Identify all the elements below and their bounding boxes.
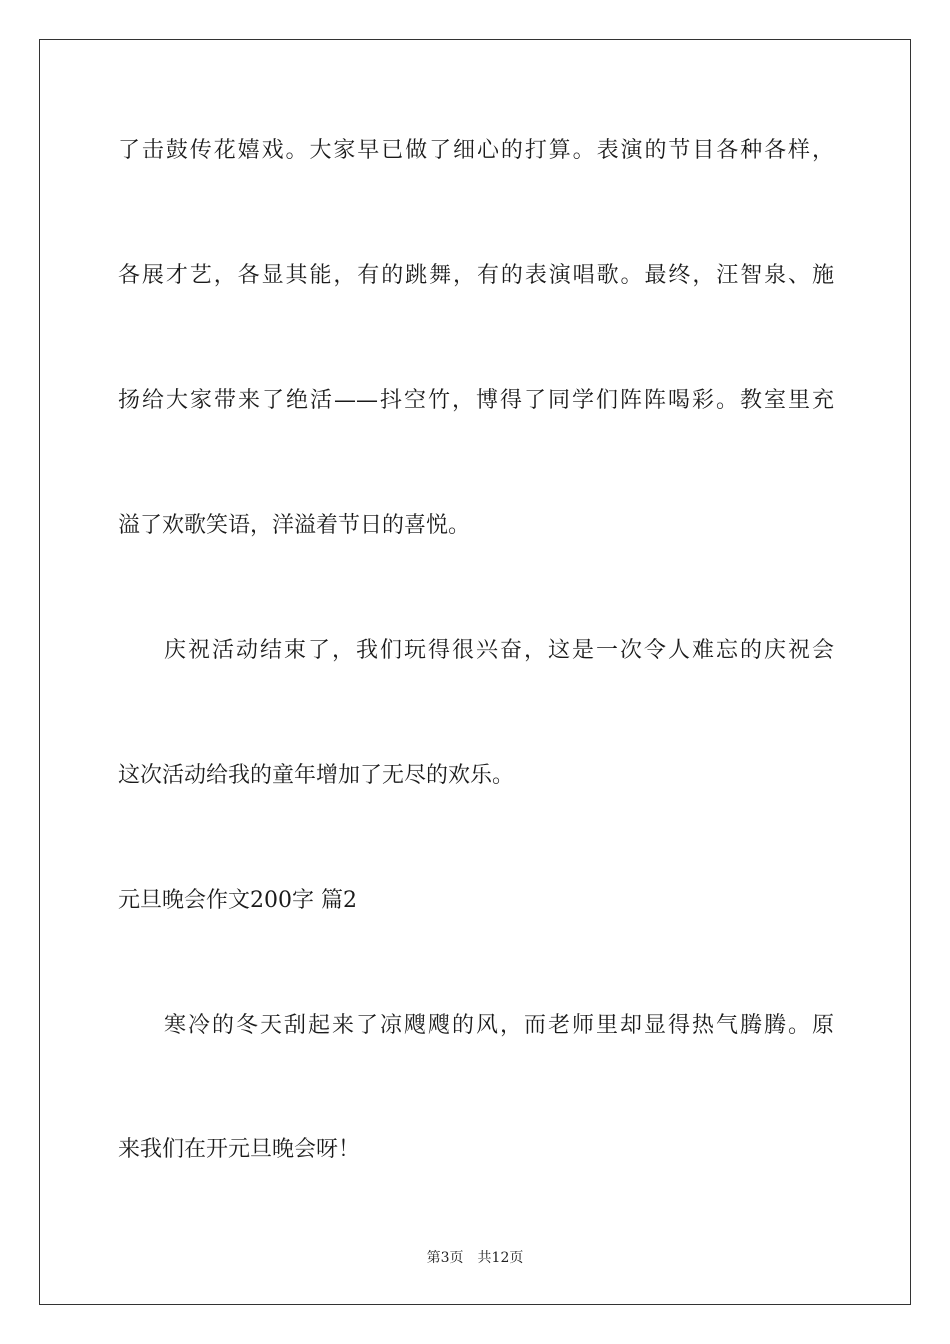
paragraph-line-5: 庆祝活动结束了，我们玩得很兴奋，这是一次令人难忘的庆祝会 [164, 638, 834, 663]
paragraph-line-2: 各展才艺，各显其能，有的跳舞，有的表演唱歌。最终，汪智泉、施 [118, 263, 834, 288]
paragraph-line-6: 这次活动给我的童年增加了无尽的欢乐。 [118, 763, 515, 788]
section-heading: 元旦晚会作文200字 篇2 [118, 888, 357, 913]
paragraph-line-4: 溢了欢歌笑语，洋溢着节日的喜悦。 [118, 513, 471, 538]
paragraph-line-8: 来我们在开元旦晚会呀！ [118, 1137, 361, 1162]
page-footer [0, 1248, 950, 1268]
page-frame [39, 39, 911, 1305]
paragraph-line-7: 寒冷的冬天刮起来了凉飕飕的风，而老师里却显得热气腾腾。原 [164, 1013, 834, 1038]
total-pages: 共12页 [477, 1250, 524, 1266]
paragraph-line-1: 了击鼓传花嬉戏。大家早已做了细心的打算。表演的节目各种各样， [118, 138, 834, 163]
paragraph-line-3: 扬给大家带来了绝活——抖空竹，博得了同学们阵阵喝彩。教室里充 [118, 388, 834, 413]
page-number: 第3页 [426, 1250, 464, 1266]
